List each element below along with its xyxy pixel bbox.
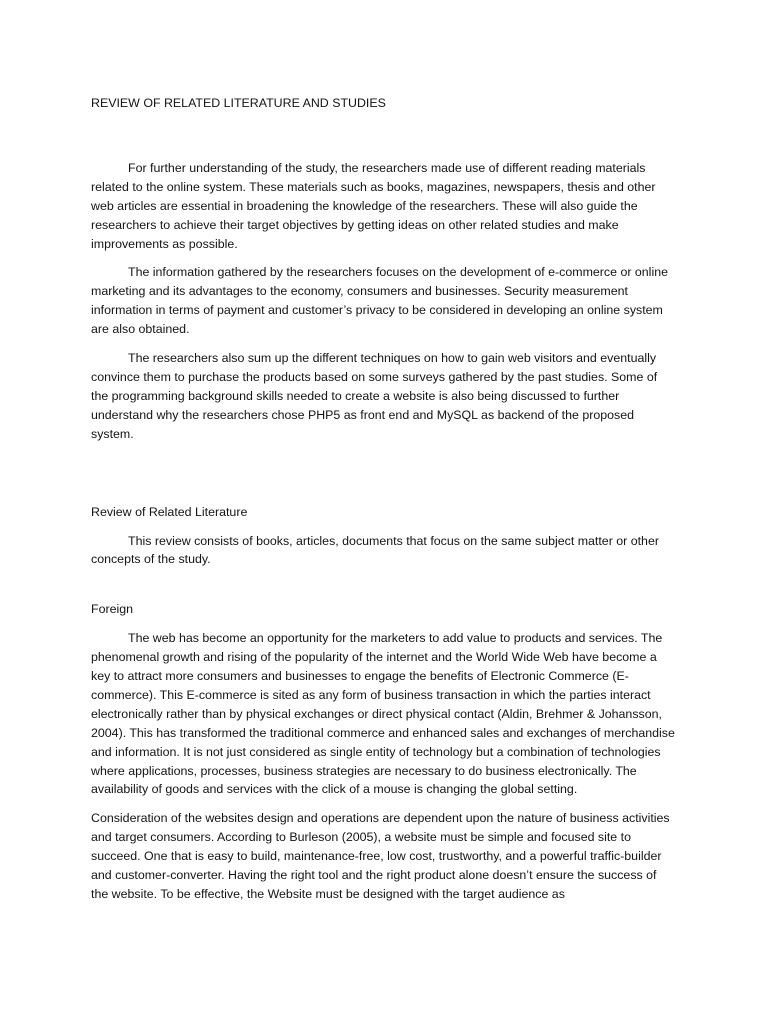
intro-paragraph-2: The information gathered by the researchers focuses on the development of e-commerce or online marketing and its advantages to the economy, consumers and businesses. Security measurement information in terms of payment and customer’s privacy to be considered in developing an online system are also obtained. [91,265,668,337]
document-title: REVIEW OF RELATED LITERATURE AND STUDIES [91,96,386,110]
spacer [91,799,677,809]
foreign-paragraph-2: Consideration of the websites design and operations are dependent upon the nature of business activities and target consumers. According to Burleson (2005), a website must be simple and focused site to succeed. One that is easy to build, maintenance-free, low cost, trustworthy, and a powerful traffic-builder and customer-converter. Having the right tool and the right product alone doesn’t ensure the success of the website. To be effective, the Website must be designed with the target audience as [91,811,670,901]
document-body [91,94,677,904]
spacer [91,339,677,349]
spacer [91,444,677,503]
spacer [91,522,677,532]
foreign-heading: Foreign [91,602,134,617]
foreign-paragraph-1: The web has become an opportunity for the marketers to add value to products and services. The phenomenal growth and rising of the popularity of the internet and the World Wide Web have become a key to attract more consumers and businesses to engage the benefits of Electronic Commerce (E-commerce). This E-commerce is sited as any form of business transaction in which the parties interact electronically rather than by physical exchanges or direct physical contact (Aldin, Brehmer & Johansson, 2004). This has transformed the traditional commerce and enhanced sales and exchanges of merchandise and information. It is not just considered as single entity of technology but a combination of technologies where applications, processes, business strategies are necessary to do business electronically. The availability of goods and services with the click of a mouse is changing the global setting. [91,631,675,797]
intro-paragraph-1: For further understanding of the study, the researchers made use of different reading materials related to the online system. These materials such as books, magazines, newspapers, thesis and other web articles are essential in broadening the knowledge of the researchers. These will also guide the researchers to achieve their target objectives by getting ideas on other related studies and make improvements as possible. [91,160,656,251]
spacer [91,619,677,629]
intro-paragraph-3: The researchers also sum up the different techniques on how to gain web visitors and eventually convince them to purchase the products based on some surveys gathered by the past studies. Some of the programming background skills needed to create a website is also being discussed to further understand why the researchers chose PHP5 as front end and MySQL as backend of the proposed system. [91,351,658,441]
review-heading: Review of Related Literature [91,504,248,519]
spacer [91,569,677,600]
review-paragraph: This review consists of books, articles, documents that focus on the same subject matter or other concepts of the study. [91,533,659,567]
spacer [91,253,677,263]
spacer [91,113,677,159]
